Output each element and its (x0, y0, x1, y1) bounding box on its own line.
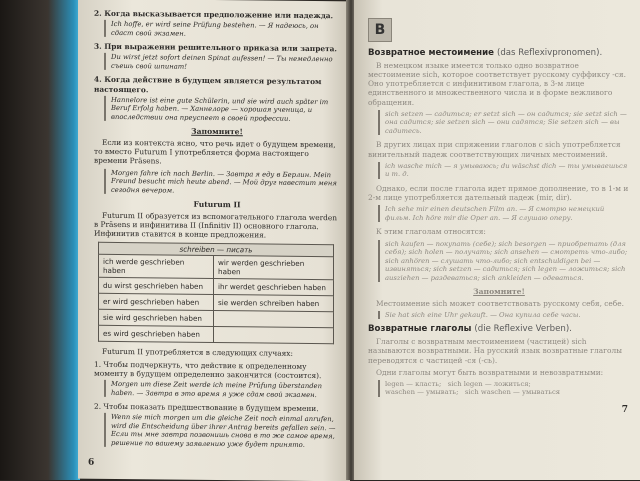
page-number-right: 7 (621, 404, 628, 415)
example-6: Morgen um diese Zeit werde ich meine Prüfung überstanden haben. — Завтра в это время я уже сдам свой экзамен. (104, 380, 340, 399)
usage-intro: Futurum II употребляется в следующих случаях: (102, 347, 293, 359)
example-2: Ich hoffe, er wird seine Prüfung bestehen. — Я надеюсь, он сдаст свой экзамен. (104, 20, 340, 39)
right-page (354, 0, 640, 480)
table-row: es wird geschrieben haben (99, 326, 334, 344)
right-para-4: К этим глаголам относятся: (376, 227, 486, 237)
reflexive-verbs-heading: Возвратные глаголы (die Reflexive Verben). (368, 324, 572, 335)
remember-heading: Запомните! (191, 127, 243, 137)
conjugation-table (98, 242, 334, 344)
right-example-3: Ich sehe mir einen deutschen Film an. — Я смотрю немецкий фильм. Ich höre mir die Oper an. — Я слушаю оперу. (378, 205, 630, 222)
right-example-1: sich setzen — садиться; er setzt sich — он садится; sie setzt sich — она садится; sie setzen sich — они садятся; Sie setzen sich — вы садитесь. (378, 110, 630, 135)
usage-item-3: 3. При выражении решительного приказа или запрета. (94, 41, 338, 54)
page-number-left: 6 (88, 457, 95, 468)
list-item: waschen — умывать; sich waschen — умываться (385, 388, 561, 397)
futurum2-use-2: 2. Чтобы показать предшествование в будущем времени. (94, 401, 319, 414)
example-4: Hannelore ist eine gute Schülerin, und sie wird auch später im Beruf Erfolg haben. — Ханнелоре — хорошая ученица, и впоследствии она преуспеет в своей профессии. (104, 96, 340, 124)
book-spine (0, 0, 80, 480)
table-row: du wirst geschrieben haben ihr werdet geschrieben haben (99, 278, 334, 296)
reflexive-pronoun-heading: Возвратное местоимение (das Reflexivpronomen). (368, 48, 603, 58)
right-para-3: Однако, если после глагола идет прямое дополнение, то в 1-м и 2-м лице употребляется дательный падеж (mir, dir). (368, 183, 629, 203)
example-5: Morgen fahre ich nach Berlin. — Завтра я еду в Берлин. Mein Freund besucht mich heute abend. — Мой друг навестит меня сегодня вечером. (104, 168, 340, 196)
futurum2-text: Futurum II образуется из вспомогательного глагола werden в Präsens и инфинитива II (Infinitiv II) основного глагола. Инфинитив ставится в конце предложения. (94, 210, 338, 240)
futurum2-heading: Futurum II (193, 199, 241, 210)
example-3: Du wirst jetzt sofort deinen Spinat aufessen! — Ты немедленно съешь свой шпинат! (104, 53, 340, 72)
usage-item-4: 4. Когда действие в будущем является результатом настоящего. (94, 75, 322, 95)
list-item: legen — класть; sich legen — ложиться; (385, 380, 531, 388)
section-letter: В (368, 18, 392, 42)
table-header: schreiben — писать (99, 243, 334, 257)
right-para-2: В других лицах при спряжении глаголов с sich употребляется винительный падеж соответствующих личных местоимений. (368, 140, 621, 159)
right-example-4: sich kaufen — покупать (себе); sich besorgen — приобретать (для себя); sich holen — получать; sich ansehen — смотреть что-либо; sich anhören — слушать что-либо; sich entschuldigen bei — извиняться; sich setzen — садиться; sich legen — ложиться; sich ausziehen — раздеваться; sich ankleiden — одеваться. (378, 240, 630, 282)
table-row: er wird geschrieben haben sie werden schreiben haben (99, 294, 334, 312)
right-example-2: ich wasche mich — я умываюсь; du wäschst dich — ты умываешься и т. д. (378, 162, 630, 179)
example-7: Wenn sie mich morgen um die gleiche Zeit noch einmal anrufen, wird die Entscheidung über ihrer Antrag bereits gefallen sein. — Если ты мне завтра позвонишь снова в то же самое время, решение по вашему заявлению уже будет принято. (104, 413, 340, 449)
right-remember-text: Местоимение sich может соответствовать русскому себя, себе. (376, 298, 624, 308)
remember-text: Если из контекста ясно, что речь идет о будущем времени, то вместо Futurum I употребляется форма настоящего времени Präsens. (94, 137, 336, 166)
futurum2-use-1: 1. Чтобы подчеркнуть, что действие к определенному моменту в будущем определенно закончится (состоится). (94, 359, 322, 380)
reflexive-verbs-text: Глаголы с возвратным местоимением (частицей) sich называются возвратными. На русский язык возвратные глаголы переводятся с частицей -ся (-сь). (368, 337, 623, 365)
right-remember-heading: Запомните! (473, 287, 525, 297)
table-row: ich werde geschrieben haben wir werden geschrieben haben (99, 255, 334, 280)
left-page (78, 0, 350, 481)
right-example-5: Sie hat sich eine Uhr gekauft. — Она купила себе часы. (378, 311, 630, 319)
usage-item-2: 2. Когда высказывается предположение или надежда. (94, 8, 334, 21)
verb-pairs (378, 380, 630, 397)
right-para-5: Одни глаголы могут быть возвратными и невозвратными: (376, 367, 604, 377)
reflexive-pronoun-text: В немецком языке имеется только одно возвратное местоимение sich, которое соответствует русскому суффиксу -ся. Оно употребляется с инфинитивом глагола, в 3-м лице единственного и множественного числа и в форме вежливого обращения. (368, 60, 626, 107)
table-row: sie wird geschrieben haben (99, 310, 334, 328)
